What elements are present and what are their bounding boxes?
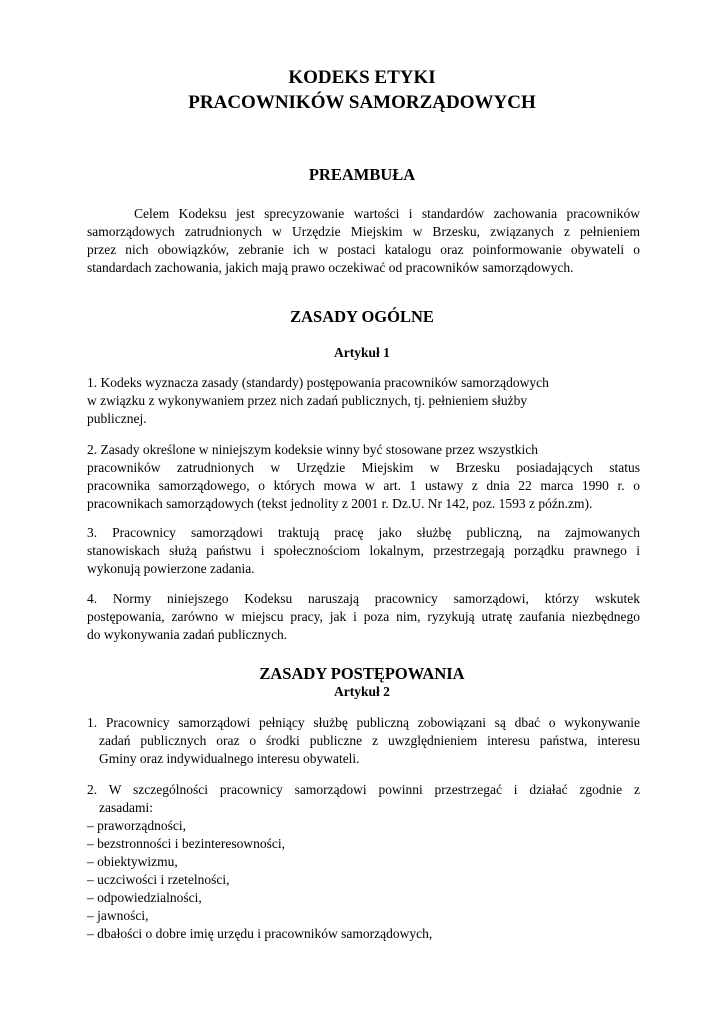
document-title-line-2: PRACOWNIKÓW SAMORZĄDOWYCH [188, 92, 536, 113]
text-line: standardach zachowania, jakich mają prawo oczekiwać od pracowników samorządowych. [87, 260, 574, 275]
text-line: pracownikach samorządowych (tekst jednolity z 2001 r. Dz.U. Nr 142, poz. 1593 z późn.zm). [87, 496, 593, 511]
text-line: w związku z wykonywaniem przez nich zadań publicznych, tj. pełnieniem służby [87, 393, 528, 408]
general-principles-heading: ZASADY OGÓLNE [290, 307, 434, 326]
text-line: 1. Pracownicy samorządowi pełniący służbę publiczną zobowiązani są dbać o wykonywanie [87, 715, 640, 730]
text-line: postępowania, zarówno w miejscu pracy, jak i poza nim, ryzykują utratę zaufania niezbędnego [87, 609, 640, 624]
text-line: 2. W szczególności pracownicy samorządowi powinni przestrzegać i działać zgodnie z [87, 782, 640, 797]
text-line: pracownika samorządowego, o których mowa w art. 1 ustawy z dnia 22 marca 1990 r. o [87, 478, 640, 493]
article-1-paragraph-1 [87, 374, 640, 428]
principle-list-item: – praworządności, [87, 818, 186, 833]
text-line: 1. Kodeks wyznacza zasady (standardy) postępowania pracowników samorządowych [87, 375, 549, 390]
document-title-line-1: KODEKS ETYKI [288, 67, 436, 88]
text-line: zadań publicznych oraz o środki publiczne z uwzględnieniem interesu państwa, interesu [99, 733, 640, 748]
article-1-paragraph-4 [87, 590, 640, 644]
text-line: 3. Pracownicy samorządowi traktują pracę jako służbę publiczną, na zajmowanych [87, 525, 640, 540]
text-line: 2. Zasady określone w niniejszym kodeksie winny być stosowane przez wszystkich [87, 442, 539, 457]
text-line: wykonują powierzone zadania. [87, 561, 255, 576]
text-line: przez nich obowiązków, zebranie ich w postaci katalogu oraz poinformowanie obywateli o [87, 242, 640, 257]
text-line: publicznej. [87, 411, 147, 426]
text-line: 4. Normy niniejszego Kodeksu naruszają pracownicy samorządowi, którzy wskutek [87, 591, 640, 606]
principle-list-item: – odpowiedzialności, [87, 890, 202, 905]
text-line: pracowników zatrudnionych w Urzędzie Miejskim w Brzesku posiadających status [87, 460, 640, 475]
preamble-heading: PREAMBUŁA [308, 165, 416, 184]
article-2-paragraph-2 [87, 781, 640, 817]
principle-list-item: – dbałości o dobre imię urzędu i pracowników samorządowych, [87, 926, 433, 941]
principle-list-item: – jawności, [87, 908, 149, 923]
article-1-paragraph-2 [87, 441, 640, 513]
text-line: samorządowych zatrudnionych w Urzędzie Miejskim w Brzesku, związanych z pełnieniem [87, 224, 640, 239]
article-2-heading: Artykuł 2 [334, 684, 390, 699]
text-line: Gminy oraz indywidualnego interesu obywateli. [99, 751, 360, 766]
preamble-paragraph [87, 205, 640, 277]
text-line: do wykonywania zadań publicznych. [87, 627, 288, 642]
principle-list-item: – uczciwości i rzetelności, [87, 872, 230, 887]
principle-list-item: – bezstronności i bezinteresowności, [87, 836, 285, 851]
article-2-paragraph-1 [87, 714, 640, 768]
text-line: stanowiskach służą państwu i społecznościom lokalnym, przestrzegają porządku prawnego i [87, 543, 640, 558]
text-line: zasadami: [99, 800, 153, 815]
text-line: Celem Kodeksu jest sprecyzowanie wartości i standardów zachowania pracowników [134, 206, 640, 221]
principle-list-item: – obiektywizmu, [87, 854, 178, 869]
article-1-heading: Artykuł 1 [334, 345, 390, 360]
article-1-paragraph-3 [87, 524, 640, 578]
conduct-principles-heading: ZASADY POSTĘPOWANIA [259, 664, 465, 683]
